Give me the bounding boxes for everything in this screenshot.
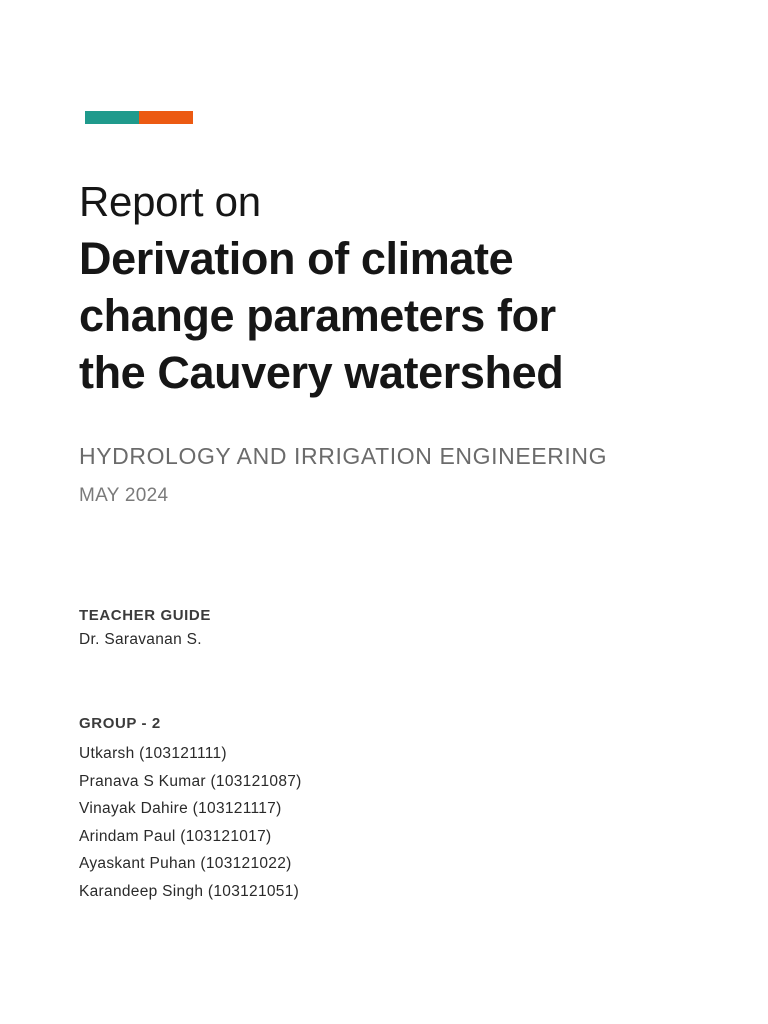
group-member-list — [79, 740, 302, 905]
report-title — [79, 230, 739, 401]
group-member: Arindam Paul (103121017) — [79, 827, 272, 845]
group-section — [79, 715, 302, 905]
report-title-line: change parameters for — [79, 290, 556, 341]
report-prefix: Report on — [79, 178, 261, 225]
group-label: GROUP - 2 — [79, 715, 161, 732]
accent-bar — [85, 111, 193, 124]
group-member: Pranava S Kumar (103121087) — [79, 772, 302, 790]
report-title-line: the Cauvery watershed — [79, 347, 564, 398]
accent-bar-orange — [139, 111, 193, 124]
group-member: Ayaskant Puhan (103121022) — [79, 855, 292, 872]
teacher-guide-name: Dr. Saravanan S. — [79, 631, 202, 648]
accent-bar-teal — [85, 111, 139, 124]
course-subject: HYDROLOGY AND IRRIGATION ENGINEERING — [79, 443, 608, 469]
teacher-guide-section — [79, 607, 211, 649]
report-date: MAY 2024 — [79, 485, 169, 506]
group-member: Utkarsh (103121111) — [79, 745, 227, 762]
group-member: Vinayak Dahire (103121117) — [79, 800, 282, 817]
report-title-line: Derivation of climate — [79, 233, 514, 284]
title-block — [79, 176, 739, 401]
teacher-guide-label: TEACHER GUIDE — [79, 607, 211, 624]
group-member: Karandeep Singh (103121051) — [79, 882, 300, 900]
